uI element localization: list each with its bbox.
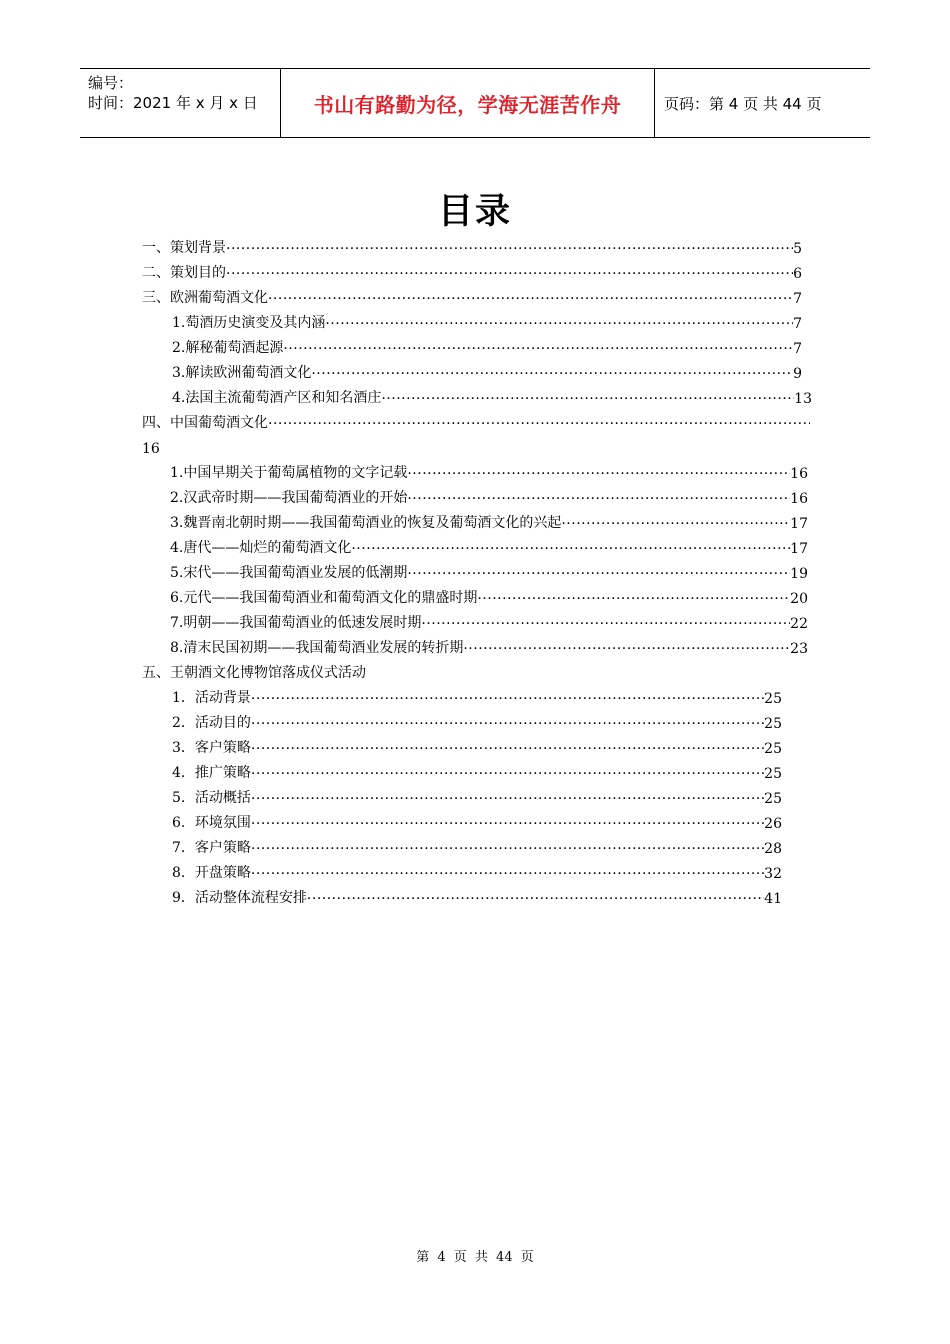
toc-entry-label: 6.元代——我国葡萄酒业和葡萄酒文化的鼎盛时期 — [170, 590, 478, 606]
toc-entry-label: 一、策划背景 — [142, 240, 226, 256]
toc-entry-page: 25 — [764, 716, 782, 732]
toc-leader-dots — [268, 416, 810, 432]
toc-entry-label: 2.解秘葡萄酒起源 — [172, 340, 284, 356]
toc-entry[interactable] — [170, 508, 808, 532]
toc-entry-page: 26 — [764, 816, 782, 832]
toc-entry[interactable] — [170, 483, 808, 507]
toc-entry-page: 16 — [142, 441, 160, 457]
toc-entry-page: 22 — [790, 616, 808, 632]
toc-entry[interactable] — [172, 783, 782, 807]
toc-leader-dots — [251, 766, 764, 782]
toc-entry-page: 7 — [793, 341, 802, 357]
toc-entry-page: 19 — [790, 566, 808, 582]
toc-entry-label: 三、欧洲葡萄酒文化 — [142, 290, 268, 306]
toc-entry-label: 3．客户策略 — [172, 740, 251, 756]
toc-entry-page: 7 — [793, 316, 802, 332]
header-page-info: 页码：第 4 页 共 44 页 — [664, 94, 822, 113]
toc-leader-dots — [407, 491, 790, 507]
toc-entry-page-wrapped — [142, 433, 202, 457]
toc-entry-label: 4.唐代——灿烂的葡萄酒文化 — [170, 540, 352, 556]
toc-entry-page: 16 — [790, 491, 808, 507]
toc-entry-page: 5 — [793, 241, 802, 257]
toc-entry[interactable] — [172, 883, 782, 907]
toc-entry-page: 32 — [764, 866, 782, 882]
toc-entry-label: 5．活动概括 — [172, 790, 251, 806]
serial-label: 编号： — [88, 74, 134, 92]
toc-entry-label: 5.宋代——我国葡萄酒业发展的低潮期 — [170, 565, 408, 581]
toc-entry-label: 4.法国主流葡萄酒产区和知名酒庄 — [172, 390, 382, 406]
toc-entry-page: 13 — [794, 391, 812, 407]
toc-entry-label: 3.解读欧洲葡萄酒文化 — [172, 365, 312, 381]
toc-entry-label: 1．活动背景 — [172, 690, 251, 706]
toc-leader-dots — [407, 466, 790, 482]
toc-entry-label: 9．活动整体流程安排 — [172, 890, 307, 906]
toc-entry-page: 17 — [790, 541, 808, 557]
toc-leader-dots — [477, 591, 790, 607]
toc-entry-page: 6 — [793, 266, 802, 282]
toc-entry-label: 二、策划目的 — [142, 265, 226, 281]
toc-entry[interactable] — [172, 833, 782, 857]
toc-leader-dots — [407, 566, 790, 582]
page-title: 目录 — [437, 192, 512, 232]
toc-entry[interactable] — [172, 708, 782, 732]
toc-entry[interactable] — [172, 308, 802, 332]
toc-leader-dots — [251, 691, 764, 707]
toc-entry[interactable] — [170, 608, 808, 632]
toc-entry-page: 41 — [764, 891, 782, 907]
toc-leader-dots — [226, 241, 793, 257]
toc-leader-dots — [561, 516, 790, 532]
toc-entry-page: 25 — [764, 741, 782, 757]
toc-leader-dots — [351, 541, 790, 557]
toc-entry-page: 9 — [793, 366, 802, 382]
toc-entry-label: 4．推广策略 — [172, 765, 251, 781]
toc-leader-dots — [283, 341, 793, 357]
toc-entry-label: 1.中国早期关于葡萄属植物的文字记载 — [170, 465, 408, 481]
toc-entry[interactable] — [170, 533, 808, 557]
toc-entry-page: 17 — [790, 516, 808, 532]
toc-entry-page: 25 — [764, 691, 782, 707]
toc-entry-label: 五、王朝酒文化博物馆落成仪式活动 — [142, 665, 366, 681]
toc-entry-page: 25 — [764, 791, 782, 807]
toc-entry-page: 7 — [793, 291, 802, 307]
page-header — [80, 68, 870, 138]
toc-entry-label: 1.萄酒历史演变及其内涵 — [172, 315, 326, 331]
toc-entry[interactable] — [170, 458, 808, 482]
toc-leader-dots — [381, 391, 794, 407]
toc-entry-label: 四、中国葡萄酒文化 — [142, 415, 268, 431]
toc-entry[interactable] — [172, 358, 802, 382]
toc-entry[interactable] — [142, 408, 810, 432]
toc-entry-page: 23 — [790, 641, 808, 657]
toc-leader-dots — [226, 266, 793, 282]
toc-leader-dots — [307, 891, 764, 907]
toc-entry[interactable] — [172, 758, 782, 782]
toc-entry[interactable] — [142, 283, 802, 307]
toc-leader-dots — [251, 841, 764, 857]
toc-leader-dots — [325, 316, 793, 332]
toc-entry[interactable] — [172, 808, 782, 832]
toc-entry-label: 8．开盘策略 — [172, 865, 251, 881]
toc-section-heading[interactable] — [142, 658, 542, 682]
toc-entry-label: 8.清末民国初期——我国葡萄酒业发展的转折期 — [170, 640, 464, 656]
toc-entry[interactable] — [172, 733, 782, 757]
toc-leader-dots — [311, 366, 793, 382]
toc-entry[interactable] — [170, 558, 808, 582]
toc-entry[interactable] — [142, 233, 802, 257]
toc-entry-page: 28 — [764, 841, 782, 857]
toc-entry[interactable] — [170, 583, 808, 607]
toc-leader-dots — [251, 866, 764, 882]
toc-leader-dots — [251, 741, 764, 757]
toc-leader-dots — [251, 816, 764, 832]
toc-entry-label: 3.魏晋南北朝时期——我国葡萄酒业的恢复及葡萄酒文化的兴起 — [170, 515, 562, 531]
toc-entry-label: 6．环境氛围 — [172, 815, 251, 831]
header-meta — [80, 69, 281, 137]
toc-leader-dots — [463, 641, 790, 657]
toc-entry[interactable] — [172, 683, 782, 707]
toc-entry[interactable] — [172, 383, 812, 407]
header-motto: 书山有路勤为径，学海无涯苦作舟 — [281, 69, 655, 137]
toc-entry-label: 2．活动目的 — [172, 715, 251, 731]
toc-entry[interactable] — [170, 633, 808, 657]
toc-entry-page: 20 — [790, 591, 808, 607]
toc-leader-dots — [251, 716, 764, 732]
toc-entry-page: 16 — [790, 466, 808, 482]
toc-entry[interactable] — [142, 258, 802, 282]
toc-leader-dots — [268, 291, 793, 307]
toc-leader-dots — [421, 616, 790, 632]
toc-entry[interactable] — [172, 333, 802, 357]
toc-entry-page: 25 — [764, 766, 782, 782]
toc-entry-label: 7．客户策略 — [172, 840, 251, 856]
date-label: 时间：2021 年 x 月 x 日 — [88, 94, 258, 112]
toc-entry[interactable] — [172, 858, 782, 882]
page-footer: 第 4 页 共 44 页 — [416, 1250, 534, 1265]
toc-entry-label: 2.汉武帝时期——我国葡萄酒业的开始 — [170, 490, 408, 506]
toc-leader-dots — [251, 791, 764, 807]
toc-entry-label: 7.明朝——我国葡萄酒业的低速发展时期 — [170, 615, 422, 631]
